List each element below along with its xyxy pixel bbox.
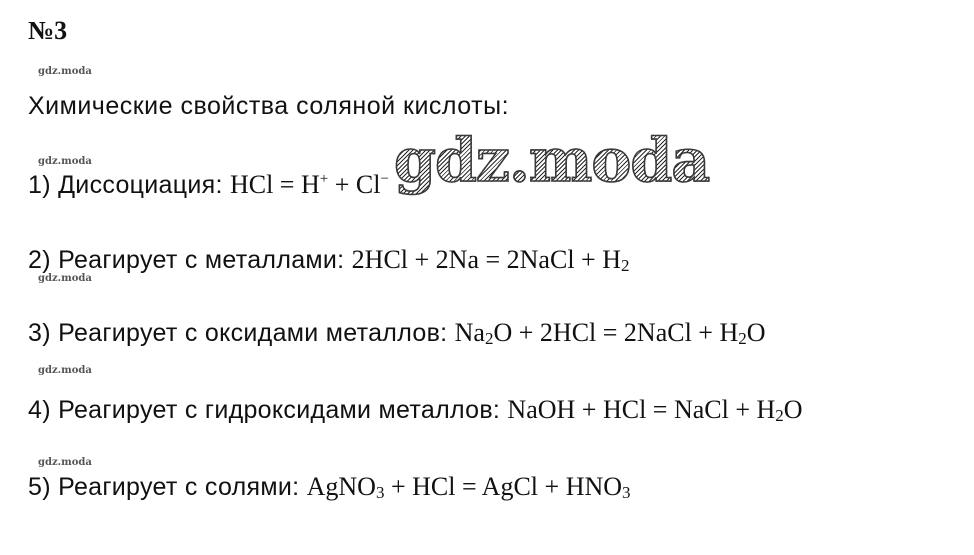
property-line-salts <box>28 472 631 503</box>
task-number: №3 <box>28 16 68 45</box>
heading: Химические свойства соляной кислоты: <box>28 92 510 120</box>
watermark-small: gdz.moda <box>38 66 92 77</box>
property-line-metal-hydroxides <box>28 395 803 426</box>
property-line-metals <box>28 245 629 276</box>
watermark-small: gdz.moda <box>38 457 92 468</box>
property-label: 1) Диссоциация: <box>28 171 230 199</box>
property-line-dissociation <box>28 170 389 200</box>
property-line-metal-oxides <box>28 318 766 349</box>
equation: HCl = H+ + Cl− <box>229 170 389 199</box>
watermark-big: gdz.moda <box>394 126 710 196</box>
property-label: 3) Реагирует с оксидами металлов: <box>28 319 455 347</box>
property-label: 4) Реагирует с гидроксидами металлов: <box>28 396 508 424</box>
watermark-small: gdz.moda <box>38 156 92 167</box>
equation: 2HCl + 2Na = 2NaCl + $H_2$ <box>351 245 630 275</box>
watermark-small: gdz.moda <box>38 365 92 376</box>
equation: $Na_2O + 2HCl$ = 2NaCl + $H_2O$ <box>454 318 766 348</box>
equation: NaOH + HCl = NaCl + $H_2O$ <box>507 395 803 425</box>
property-label: 5) Реагирует с солями: <box>28 473 307 501</box>
equation: AgNO$_3$ + HCl = AgCl + $HNO_3$ <box>306 472 631 502</box>
property-label: 2) Реагирует с металлами: <box>28 246 352 274</box>
watermark-small: gdz.moda <box>38 273 92 284</box>
